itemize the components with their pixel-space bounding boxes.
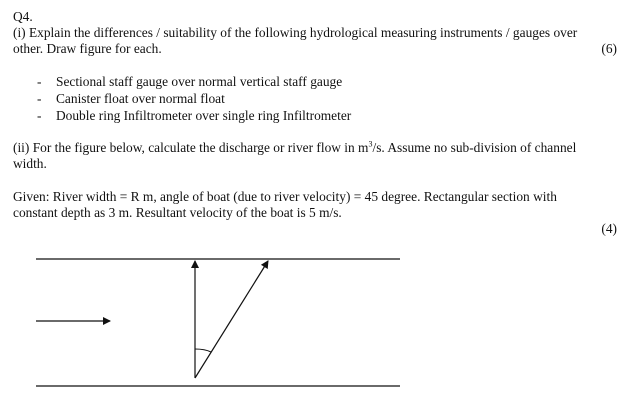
part2-line1-start: (ii) For the figure below, calculate the discharge or river flow in m — [13, 140, 369, 155]
part2-line1-end: /s. Assume no sub-division of channel — [372, 140, 577, 155]
part2-superscript: 3 — [368, 139, 373, 149]
question-number: Q4. — [13, 9, 33, 24]
boat-resultant-arrow — [195, 261, 268, 378]
part1-line2: other. Draw figure for each. — [13, 41, 162, 56]
part2-line2: width. — [13, 156, 47, 171]
list-bullet: - — [37, 91, 42, 106]
given-line1: Given: River width = R m, angle of boat (due to river velocity) = 45 degree. Rectangular section with — [13, 189, 557, 204]
list-item-text: Canister float over normal float — [56, 91, 225, 106]
given-line2: constant depth as 3 m. Resultant velocity of the boat is 5 m/s. — [13, 205, 342, 220]
list-item-text: Sectional staff gauge over normal vertical staff gauge — [56, 74, 343, 89]
part1-marks: (6) — [601, 41, 617, 56]
part1-line1: (i) Explain the differences / suitability of the following hydrological measuring instruments / gauges over — [13, 25, 578, 40]
part2-marks: (4) — [601, 221, 617, 236]
list-item-text: Double ring Infiltrometer over single ring Infiltrometer — [56, 108, 352, 123]
angle-arc — [195, 349, 211, 352]
list-bullet: - — [37, 74, 42, 89]
list-bullet: - — [37, 108, 42, 123]
